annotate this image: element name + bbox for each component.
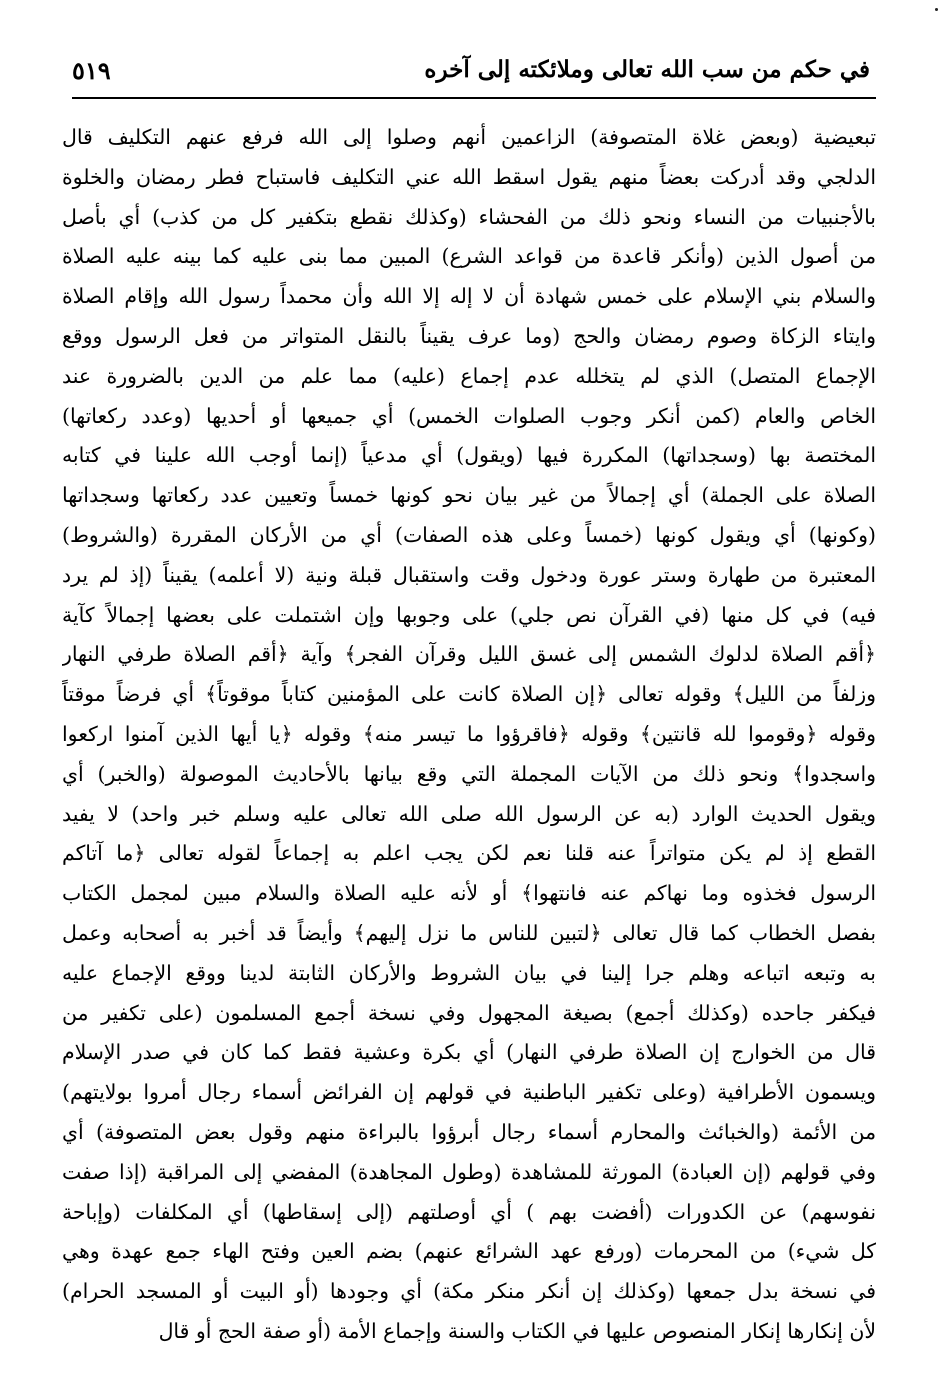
text-line: المختصة بها (وسجداتها) المكررة فيها (ويقول) أي مدعياً (إنما أوجب الله علينا في كتابه — [62, 443, 876, 468]
running-title: في حكم من سب الله تعالى وملائكته إلى آخره — [424, 56, 870, 83]
text-line: تبعيضية (وبعض غلاة المتصوفة) الزاعمين أنهم وصلوا إلى الله فرفع عنهم التكليف قال — [62, 125, 876, 149]
text-line: في نسخة بدل جمعها (وكذلك إن أنكر منكر مكة) أي وجودها (أو البيت أو المسجد الحرام) — [62, 1279, 876, 1304]
text-line: الدلجي وقد أدركت بعضاً منهم يقول اسقط الله عني التكليف فاستباح فطر رمضان والخلوة — [62, 164, 876, 189]
text-line: من الأئمة (والخبائث والمحارم أسماء رجال أبرؤوا بالبراءة منهم وقول بعض المتصوفة) أي — [62, 1119, 876, 1144]
text-line: وقوله ﴿وقوموا لله قانتين﴾ وقوله ﴿فاقرؤوا ما تيسر منه﴾ وقوله ﴿يا أيها الذين آمنوا اركعوا — [62, 721, 876, 746]
scan-speck — [935, 8, 938, 11]
text-line: ويقول الحديث الوارد (به عن الرسول الله صلى الله تعالى عليه وسلم خبر واحد) لا يفيد — [62, 801, 876, 826]
text-line: به وتبعه اتباعه وهلم جرا إلينا في بيان الشروط والأركان الثابتة لدينا ووقع الإجماع عليه — [62, 960, 876, 985]
text-line: وزلفاً من الليل﴾ وقوله تعالى ﴿إن الصلاة كانت على المؤمنين كتاباً موقوتاً﴾ أي فرضاً موقتاً — [62, 682, 876, 707]
text-line: نفوسهم) عن الكدورات (أفضت بهم ) أي أوصلتهم (إلى إسقاطها) أي المكلفات (وإباحة — [62, 1199, 876, 1224]
body-text — [62, 118, 876, 1352]
text-line: الإجماع المتصل) الذي لم يتخلله عدم إجماع (عليه) مما علم من الدين بالضرورة عند — [62, 363, 876, 388]
text-line: الصلاة على الجملة) أي إجمالاً من غير بيان نحو كونها خمساً وتعيين عدد ركعاتها وسجداتها — [62, 483, 876, 508]
text-line: ﴿أقم الصلاة لدلوك الشمس إلى غسق الليل وقرآن الفجر﴾ وآية ﴿أقم الصلاة طرفي النهار — [62, 642, 876, 667]
text-line: (وكونها) أي ويقول كونها (خمساً وعلى هذه الصفات) أي من الأركان المقررة (والشروط) — [62, 522, 876, 547]
text-line: ويسمون الأطرافية (وعلى تكفير الباطنية في قولهم إن الفرائض أسماء رجال أمروا بولايتهم) — [62, 1080, 876, 1105]
text-line: القطع إذ لم يكن متواتراً عنه قلنا نعم لكن يجب اعلم به إجماعاً لقوله تعالى ﴿ما آتاكم — [62, 841, 876, 866]
text-line: الخاص والعام (كمن أنكر وجوب الصلوات الخمس) أي جميعها أو أحديها (وعدد ركعاتها) — [62, 403, 876, 428]
text-line: بفصل الخطاب كما قال تعالى ﴿لتبين للناس ما نزل إليهم﴾ وأيضاً قد أخبر به أصحابه وعمل — [62, 920, 876, 945]
text-line: الرسول فخذوه وما نهاكم عنه فانتهوا﴾ أو لأنه عليه الصلاة والسلام مبين لمجمل الكتاب — [62, 881, 876, 906]
text-line: والسلام بني الإسلام على خمس شهادة أن لا إله إلا الله وأن محمداً رسول الله وإقام الصلاة — [62, 284, 876, 309]
text-line: قال من الخوارج إن الصلاة طرفي النهار) أي بكرة وعشية فقط كما كان في صدر الإسلام — [62, 1040, 876, 1065]
text-line: فيه) في كل منها (في القرآن نص جلي) على وجوبها وإن اشتملت على بعضها إجمالاً كآية — [62, 602, 876, 627]
header-rule — [72, 97, 876, 99]
text-line: المعتبرة من طهارة وستر عورة ودخول وقت واستقبال قبلة ونية (لا أعلمه) يقيناً (إذ لم يرد — [62, 562, 876, 587]
page-number: ٥١٩ — [72, 56, 111, 85]
text-line: فيكفر جاحده (وكذلك أجمع) بصيغة المجهول وفي نسخة أجمع المسلمون (على تكفير من — [62, 1000, 876, 1025]
text-line: وفي قولهم (إن العبادة) المورثة للمشاهدة (وطول المجاهدة) المفضي إلى المراقبة (إذا صفت — [62, 1159, 876, 1184]
text-line: من أصول الذين (وأنكر قاعدة من قواعد الشرع) المبين مما بنى عليه كما بينه عليه الصلاة — [62, 244, 876, 269]
text-line: لأن إنكارها إنكار المنصوص عليها في الكتاب والسنة وإجماع الأمة (أو صفة الحج أو قال — [158, 1318, 876, 1343]
text-line: واسجدوا﴾ ونحو ذلك من الآيات المجملة التي وقع بيانها بالأحاديث الموصولة (والخبر) أي — [62, 761, 876, 786]
text-line: بالأجنبيات من النساء ونحو ذلك من الفحشاء (وكذلك نقطع بتكفير كل من كذب) أي بأصل — [62, 204, 876, 229]
text-line: وايتاء الزكاة وصوم رمضان والحج (وما عرف يقيناً بالنقل المتواتر من فعل الرسول ووقع — [62, 323, 876, 348]
text-line: كل شيء) من المحرمات (ورفع عهد الشرائع عنهم) بضم العين وفتح الهاء جمع عهدة وهي — [62, 1239, 876, 1264]
page-header — [72, 52, 870, 92]
